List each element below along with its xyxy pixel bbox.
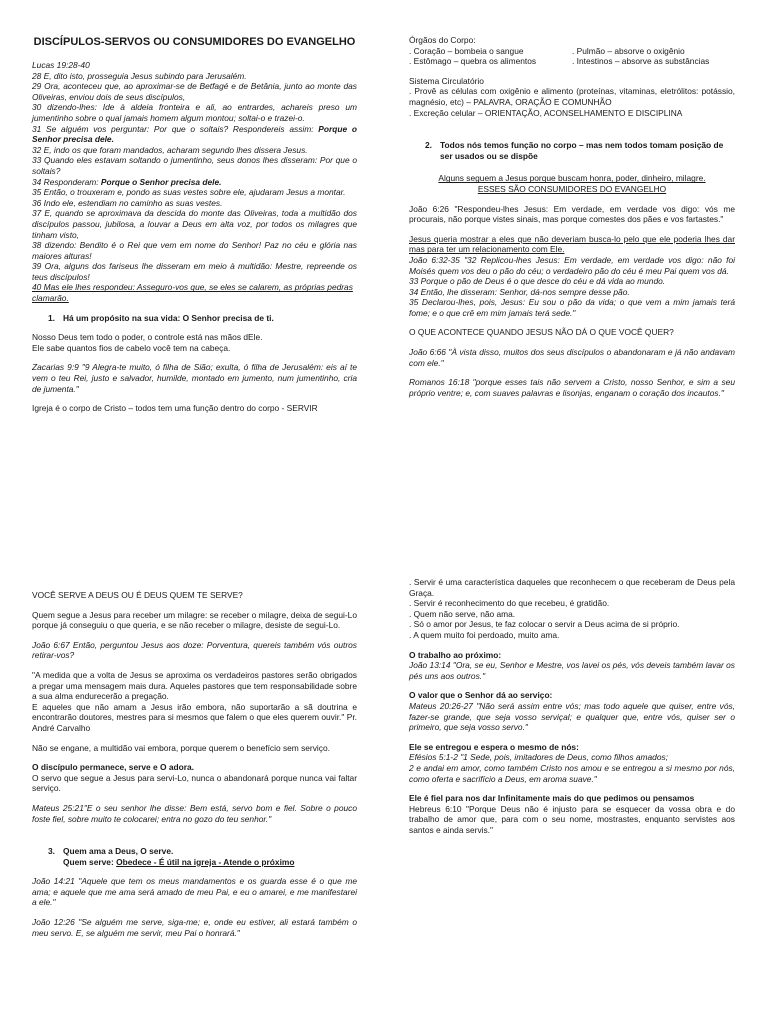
quote-verse-33: 33 Porque o pão de Deus é o que desce do céu e dá vida ao mundo.	[409, 276, 666, 287]
verse-33: 33 Quando eles estavam soltando o jumentinho, seus donos lhes disseram: Por que o soltais?	[32, 155, 357, 176]
gave-himself-heading: Ele se entregou e espera o mesmo de nós:	[409, 741, 579, 752]
section-number-3: 3.	[48, 846, 55, 857]
paragraph-church-body: Igreja é o corpo de Cristo – todos tem uma função dentro do corpo - SERVIR	[32, 403, 318, 414]
section-title-3-emphasis: Obedece - É útil na igreja - Atende o próximo	[116, 856, 295, 867]
paragraph-hair: Ele sabe quantos fios de cabelo você tem na cabeça.	[32, 342, 231, 353]
organ-stomach: . Estômago – quebra os alimentos	[409, 56, 537, 67]
verse-31-text: 31 Se alguém vos perguntar: Por que o soltais? Respondereis assim:	[32, 123, 319, 134]
paragraph-power: Nosso Deus tem todo o poder, o controle está nas mãos dEle.	[32, 332, 263, 343]
verse-30: 30 dizendo-lhes: Ide à aldeia fronteira e ali, ao entrardes, achareis preso um jumentinho sobre o qual jamais homem algum montou; soltai-o e trazei-o.	[32, 102, 357, 123]
verse-38: 38 dizendo: Bendito é o Rei que vem em nome do Senhor! Paz no céu e glória nas maiores alturas!	[32, 240, 357, 261]
verse-28: 28 E, dito isto, prosseguia Jesus subindo para Jerusalém.	[32, 70, 247, 81]
verse-36: 36 Indo ele, estendiam no caminho as suas vestes.	[32, 197, 223, 208]
serve-point-3: . Quem não serve, não ama.	[409, 608, 516, 619]
quote-joao-6-32: João 6:32-35 "32 Replicou-lhes Jesus: Em verdade, em verdade vos digo: não foi Moisés quem vos deu o pão do céu; o verdadeiro pão do céu é meu Pai quem vos dá.	[409, 254, 735, 276]
quote-mateus-25-21: Mateus 25:21"E o seu senhor lhe disse: Bem está, servo bom e fiel. Sobre o pouco foste fiel, sobre muito te colocarei; entra no gozo do teu senhor."	[32, 802, 357, 824]
section-title-3-line-1: Quem ama a Deus, O serve.	[63, 846, 174, 857]
verse-39: 39 Ora, alguns dos fariseus lhe disseram em meio à multidão: Mestre, repreende os teus discípulos!	[32, 261, 357, 282]
quote-pastor-2: E aqueles que não amam a Jesus irão embora, não suportarão a sã doutrina e encontrarão doutores, mestres para si mesmos que falem o que eles querem ouvir." Pr. André Carvalho	[32, 701, 357, 733]
section-title-3-line-2	[63, 857, 294, 868]
section-heading-1	[32, 313, 357, 324]
paragraph-multitude: Não se engane, a multidão vai embora, porque querem o benefício sem serviço.	[32, 742, 330, 753]
quote-joao-6-66: João 6:66 "À vista disso, muitos dos seus discípulos o abandonaram e já não andavam com ele."	[409, 347, 735, 368]
faithful-heading: Ele é fiel para nos dar Infinitamente mais do que pedimos ou pensamos	[409, 793, 695, 804]
neighbor-work-heading: O trabalho ao próximo:	[409, 649, 502, 660]
disciple-heading: O discípulo permanece, serve e O adora.	[32, 762, 194, 773]
verse-37: 37 E, quando se aproximava da descida do monte das Oliveiras, toda a multidão dos discípulos passou, jubilosa, a louvar a Deus em alta voz, por todos os milagres que tinham visto,	[32, 208, 357, 240]
circulatory-heading: Sistema Circulatório	[409, 75, 484, 86]
quote-verse-35: 35 Declarou-lhes, pois, Jesus: Eu sou o pão da vida; o que vem a mim jamais terá fome; e o que crê em mim jamais terá sede."	[409, 297, 735, 318]
verse-32: 32 E, indo os que foram mandados, acharam segundo lhes dissera Jesus.	[32, 144, 308, 155]
section-title-1: Há um propósito na sua vida: O Senhor precisa de ti.	[63, 312, 274, 323]
consumers-line-2: ESSES SÃO CONSUMIDORES DO EVANGELHO	[477, 183, 667, 194]
serve-point-1: . Servir é uma característica daqueles que reconhecem o que receberam de Deus pela Graça.	[409, 577, 735, 598]
circulatory-item-2: . Excreção celular – ORIENTAÇÃO, ACONSELHAMENTO E DISCIPLINA	[409, 107, 683, 118]
quote-verse-34: 34 Então, lhe disseram: Senhor, dá-nos sempre desse pão.	[409, 286, 630, 297]
section-title-3	[63, 846, 294, 867]
bottom-right-column	[409, 577, 735, 835]
top-left-column	[32, 36, 357, 414]
quote-joao-13-14: João 13:14 "Ora, se eu, Senhor e Mestre, vos lavei os pés, vós deveis também lavar os pés uns aos outros."	[409, 660, 735, 681]
section-heading-3	[32, 846, 357, 867]
serve-point-4: . Só o amor por Jesus, te faz colocar o servir a Deus acima de si próprio.	[409, 619, 680, 630]
paragraph-jesus-wanted: Jesus queria mostrar a eles que não deveriam busca-lo pelo que ele poderia lhes dar mas para ter um relacionamento com Ele.	[409, 233, 735, 255]
consumers-line-1: Alguns seguem a Jesus porque buscam honra, poder, dinheiro, milagre.	[438, 173, 706, 184]
verse-31	[32, 124, 357, 145]
organ-intestines: . Intestinos – absorve as substâncias	[572, 56, 710, 67]
verse-34-text: 34 Responderam:	[32, 176, 101, 187]
quote-zacarias: Zacarias 9:9 "9 Alegra-te muito, ó filha de Sião; exulta, ó filha de Jerusalém: eis aí te vem o teu Rei, justo e salvador, humilde, montado em jumento, num jumentinho, cria de jumenta."	[32, 362, 357, 394]
organs-heading: Órgãos do Corpo:	[409, 35, 476, 45]
scripture-ref: Lucas 19:28-40	[32, 60, 90, 70]
quote-joao-6-67: João 6:67 Então, perguntou Jesus aos doze: Porventura, quereis também vós outros retirar-vos?	[32, 639, 357, 661]
serve-point-5: . A quem muito foi perdoado, muito ama.	[409, 629, 560, 640]
paragraph-miracle-seekers: Quem segue a Jesus para receber um milagre: se receber o milagre, deixa de segui-Lo porque já conseguiu o que queria, e se não receber o milagre, desiste de segui-Lo.	[32, 609, 357, 631]
verse-34-emphasis: Porque o Senhor precisa dele.	[100, 176, 222, 187]
organ-heart: . Coração – bombeia o sangue	[409, 45, 524, 56]
quote-joao-6-26: João 6:26 "Respondeu-lhes Jesus: Em verdade, em verdade vos digo: vós me procurais, não porque vistes sinais, mas porque comestes dos pães e vos fartastes."	[409, 203, 735, 225]
organs-row-2	[409, 56, 735, 67]
bottom-left-column	[32, 590, 357, 938]
quote-mateus-20-26: Mateus 20:26-27 "Não será assim entre vós; mas todo aquele que quiser, entre vós, fazer-se grande, que seja vosso serviçal; e qualquer que, entre vós, quiser ser o primeiro, que seja vosso servo."	[409, 700, 735, 733]
question-heading: O QUE ACONTECE QUANDO JESUS NÃO DÁ O QUE VOCÊ QUER?	[409, 327, 674, 338]
verse-31-emphasis: Porque o Senhor precisa dele.	[32, 123, 357, 145]
verse-40: 40 Mas ele lhes respondeu: Asseguro-vos que, se eles se calarem, as próprias pedras clamarão.	[32, 282, 353, 304]
section-title-2: Todos nós temos função no corpo – mas nem todos tomam posição de ser usados ou se dispõe	[440, 140, 724, 161]
serve-question: VOCÊ SERVE A DEUS OU É DEUS QUEM TE SERVE?	[32, 590, 243, 600]
quote-romanos-16-18: Romanos 16:18 "porque esses tais não servem a Cristo, nosso Senhor, e sim a seu próprio ventre; e, com suaves palavras e lisonjas, enganam o coração dos incautos."	[409, 377, 735, 398]
paragraph-servant: O servo que segue a Jesus para servi-Lo, nunca o abandonará porque nunca vai faltar serviço.	[32, 772, 357, 794]
organ-lung: . Pulmão – absorve o oxigênio	[572, 45, 685, 56]
verse-29: 29 Ora, aconteceu que, ao aproximar-se de Betfagé e de Betânia, junto ao monte das Oliveiras, enviou dois de seus discípulos,	[32, 81, 357, 102]
quote-joao-14-21: João 14:21 "Aquele que tem os meus mandamentos e os guarda esse é o que me ama; e aquele que me ama será amado de meu Pai, e eu o amarei, e me manifestarei a ele."	[32, 876, 357, 908]
serve-point-2: . Servir é reconhecimento do que recebeu, é gratidão.	[409, 598, 610, 609]
quote-hebreus-6-10: Hebreus 6:10 "Porque Deus não é injusto para se esquecer da vossa obra e do trabalho de amor que, para com o seu nome, mostrastes, enquanto servistes aos santos e ainda servis."	[409, 803, 735, 835]
organs-row-1	[409, 46, 735, 57]
section-title-3-prefix: Quem serve:	[63, 856, 117, 867]
service-value-heading: O valor que o Senhor dá ao serviço:	[409, 690, 553, 701]
quote-efesios-5-2: 2 e andai em amor, como também Cristo nos amou e se entregou a si mesmo por nós, como oferta e sacrifício a Deus, em aroma suave."	[409, 762, 735, 784]
document-title: DISCÍPULOS-SERVOS OU CONSUMIDORES DO EVANGELHO	[33, 36, 356, 48]
section-number-1: 1.	[48, 312, 55, 323]
quote-pastor-1: "A medida que a volta de Jesus se aproxima os verdadeiros pastores serão obrigados a pregar uma mensagem mais dura. Aqueles pastores que tem responsabilidade sobre a sua alma endurecerão a pregação.	[32, 669, 357, 702]
quote-joao-12-26: João 12:26 "Se alguém me serve, siga-me; e, onde eu estiver, ali estará também o meu servo. E, se alguém me servir, meu Pai o honrará."	[32, 917, 357, 938]
section-number-2: 2.	[425, 140, 432, 151]
section-heading-2	[409, 140, 735, 161]
verse-34	[32, 177, 357, 188]
top-right-column	[409, 35, 735, 398]
quote-efesios-5-1: Efésios 5:1-2 "1 Sede, pois, imitadores de Deus, como filhos amados;	[409, 752, 669, 763]
circulatory-item-1: . Provê as células com oxigênio e alimento (proteínas, vitaminas, eletrólitos: potássio, magnésio, etc) – PALAVRA, ORAÇÃO E COMUNHÃO	[409, 86, 735, 107]
verse-35: 35 Então, o trouxeram e, pondo as suas vestes sobre ele, ajudaram Jesus a montar.	[32, 187, 346, 198]
